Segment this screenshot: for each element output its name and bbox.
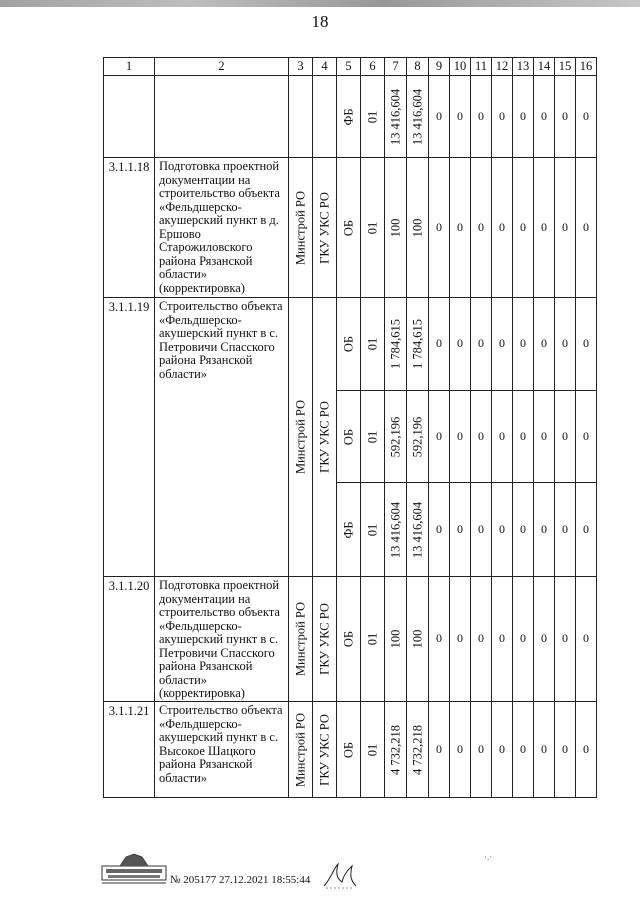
col-header: 16	[576, 58, 597, 76]
zero-cell: 0	[555, 76, 576, 158]
col-header: 2	[155, 58, 289, 76]
zero-cell: 0	[429, 76, 450, 158]
zero-cell: 0	[429, 298, 450, 391]
amount-cell: 13 416,604	[407, 483, 429, 577]
zero-cell: 0	[534, 577, 555, 702]
zero-cell: 0	[471, 298, 492, 391]
executor-cell: ГКУ УКС РО	[313, 158, 337, 298]
code-cell: 01	[361, 483, 385, 577]
zero-cell: 0	[492, 483, 513, 577]
zero-cell: 0	[429, 391, 450, 483]
source-cell: ОБ	[337, 391, 361, 483]
source-cell: ФБ	[337, 76, 361, 158]
col-header: 5	[337, 58, 361, 76]
amount-cell: 100	[385, 158, 407, 298]
zero-cell: 0	[576, 577, 597, 702]
customer-cell: Минстрой РО	[289, 298, 313, 577]
zero-cell: 0	[471, 577, 492, 702]
zero-cell: 0	[534, 76, 555, 158]
zero-cell: 0	[513, 577, 534, 702]
table-row	[104, 158, 597, 298]
zero-cell: 0	[450, 76, 471, 158]
code-cell: 01	[361, 577, 385, 702]
executor-cell: ГКУ УКС РО	[313, 702, 337, 798]
zero-cell: 0	[576, 298, 597, 391]
col-header: 3	[289, 58, 313, 76]
zero-cell: 0	[576, 702, 597, 798]
col-header: 13	[513, 58, 534, 76]
zero-cell: 0	[450, 702, 471, 798]
zero-cell: 0	[471, 158, 492, 298]
amount-cell: 4 732,218	[407, 702, 429, 798]
page-number: 18	[311, 12, 329, 31]
item-code: 3.1.1.19	[104, 298, 155, 577]
zero-cell: 0	[492, 158, 513, 298]
zero-cell: 0	[555, 577, 576, 702]
zero-cell: 0	[534, 483, 555, 577]
signature-icon	[322, 860, 358, 890]
amount-cell: 592,196	[407, 391, 429, 483]
zero-cell: 0	[429, 577, 450, 702]
zero-cell: 0	[450, 483, 471, 577]
item-description: Строительство объекта «Фельдшерско-акушерский пункт в с. Петровичи Спасского района Рязанской области»	[155, 298, 289, 577]
col-header: 6	[361, 58, 385, 76]
zero-cell: 0	[450, 158, 471, 298]
item-code: 3.1.1.18	[104, 158, 155, 298]
col-header: 1	[104, 58, 155, 76]
col-header: 14	[534, 58, 555, 76]
amount-cell: 13 416,604	[385, 483, 407, 577]
zero-cell: 0	[576, 391, 597, 483]
zero-cell: 0	[429, 483, 450, 577]
col-header: 4	[313, 58, 337, 76]
executor-cell: ГКУ УКС РО	[313, 298, 337, 577]
table-row	[104, 298, 597, 391]
source-cell: ОБ	[337, 577, 361, 702]
zero-cell: 0	[450, 298, 471, 391]
code-cell: 01	[361, 76, 385, 158]
zero-cell: 0	[513, 298, 534, 391]
zero-cell: 0	[534, 391, 555, 483]
col-header: 10	[450, 58, 471, 76]
amount-cell: 1 784,615	[407, 298, 429, 391]
zero-cell: 0	[450, 577, 471, 702]
zero-cell: 0	[555, 298, 576, 391]
item-code: 3.1.1.20	[104, 577, 155, 702]
code-cell: 01	[361, 702, 385, 798]
customer-cell: Минстрой РО	[289, 158, 313, 298]
zero-cell: 0	[576, 483, 597, 577]
table-row	[104, 76, 597, 158]
amount-cell: 13 416,604	[385, 76, 407, 158]
zero-cell: 0	[492, 391, 513, 483]
amount-cell: 100	[407, 577, 429, 702]
zero-cell: 0	[429, 702, 450, 798]
zero-cell: 0	[555, 702, 576, 798]
zero-cell: 0	[576, 158, 597, 298]
registration-number: № 205177 27.12.2021 18:55:44	[170, 874, 311, 886]
amount-cell: 100	[407, 158, 429, 298]
col-header: 15	[555, 58, 576, 76]
amount-cell: 100	[385, 577, 407, 702]
zero-cell: 0	[513, 483, 534, 577]
item-description: Подготовка проектной документации на строительство объекта «Фельдшерско-акушерский пункт в с. Петровичи Спасского района Рязанской области» (корректировка)	[155, 577, 289, 702]
amount-cell: 4 732,218	[385, 702, 407, 798]
registry-stamp-icon	[100, 852, 168, 888]
zero-cell: 0	[429, 158, 450, 298]
code-cell: 01	[361, 391, 385, 483]
zero-cell: 0	[513, 76, 534, 158]
amount-cell: 1 784,615	[385, 298, 407, 391]
col-header: 7	[385, 58, 407, 76]
source-cell: ОБ	[337, 298, 361, 391]
document-footer	[100, 842, 600, 902]
source-cell: ОБ	[337, 158, 361, 298]
zero-cell: 0	[471, 76, 492, 158]
zero-cell: 0	[492, 76, 513, 158]
zero-cell: 0	[555, 158, 576, 298]
col-header: 8	[407, 58, 429, 76]
code-cell: 01	[361, 298, 385, 391]
amount-cell: 592,196	[385, 391, 407, 483]
program-table	[103, 57, 597, 798]
item-description: Строительство объекта «Фельдшерско-акушерский пункт в с. Высокое Шацкого района Рязанской области»	[155, 702, 289, 798]
item-code: 3.1.1.21	[104, 702, 155, 798]
scan-speck: ·.·	[484, 852, 493, 862]
zero-cell: 0	[534, 702, 555, 798]
col-header: 12	[492, 58, 513, 76]
zero-cell: 0	[534, 158, 555, 298]
zero-cell: 0	[492, 577, 513, 702]
zero-cell: 0	[534, 298, 555, 391]
executor-cell: ГКУ УКС РО	[313, 577, 337, 702]
zero-cell: 0	[513, 391, 534, 483]
header-row	[104, 58, 597, 76]
zero-cell: 0	[492, 298, 513, 391]
zero-cell: 0	[492, 702, 513, 798]
zero-cell: 0	[513, 702, 534, 798]
zero-cell: 0	[471, 483, 492, 577]
col-header: 9	[429, 58, 450, 76]
zero-cell: 0	[471, 702, 492, 798]
zero-cell: 0	[576, 76, 597, 158]
code-cell: 01	[361, 158, 385, 298]
table-row	[104, 702, 597, 798]
scan-edge	[0, 0, 640, 7]
zero-cell: 0	[450, 391, 471, 483]
col-header: 11	[471, 58, 492, 76]
item-description: Подготовка проектной документации на строительство объекта «Фельдшерско-акушерский пункт в д. Ершово Старожиловского района Рязанской области» (корректировка)	[155, 158, 289, 298]
zero-cell: 0	[513, 158, 534, 298]
source-cell: ОБ	[337, 702, 361, 798]
source-cell: ФБ	[337, 483, 361, 577]
amount-cell: 13 416,604	[407, 76, 429, 158]
zero-cell: 0	[555, 391, 576, 483]
zero-cell: 0	[555, 483, 576, 577]
zero-cell: 0	[471, 391, 492, 483]
table-row	[104, 577, 597, 702]
customer-cell: Минстрой РО	[289, 577, 313, 702]
customer-cell: Минстрой РО	[289, 702, 313, 798]
